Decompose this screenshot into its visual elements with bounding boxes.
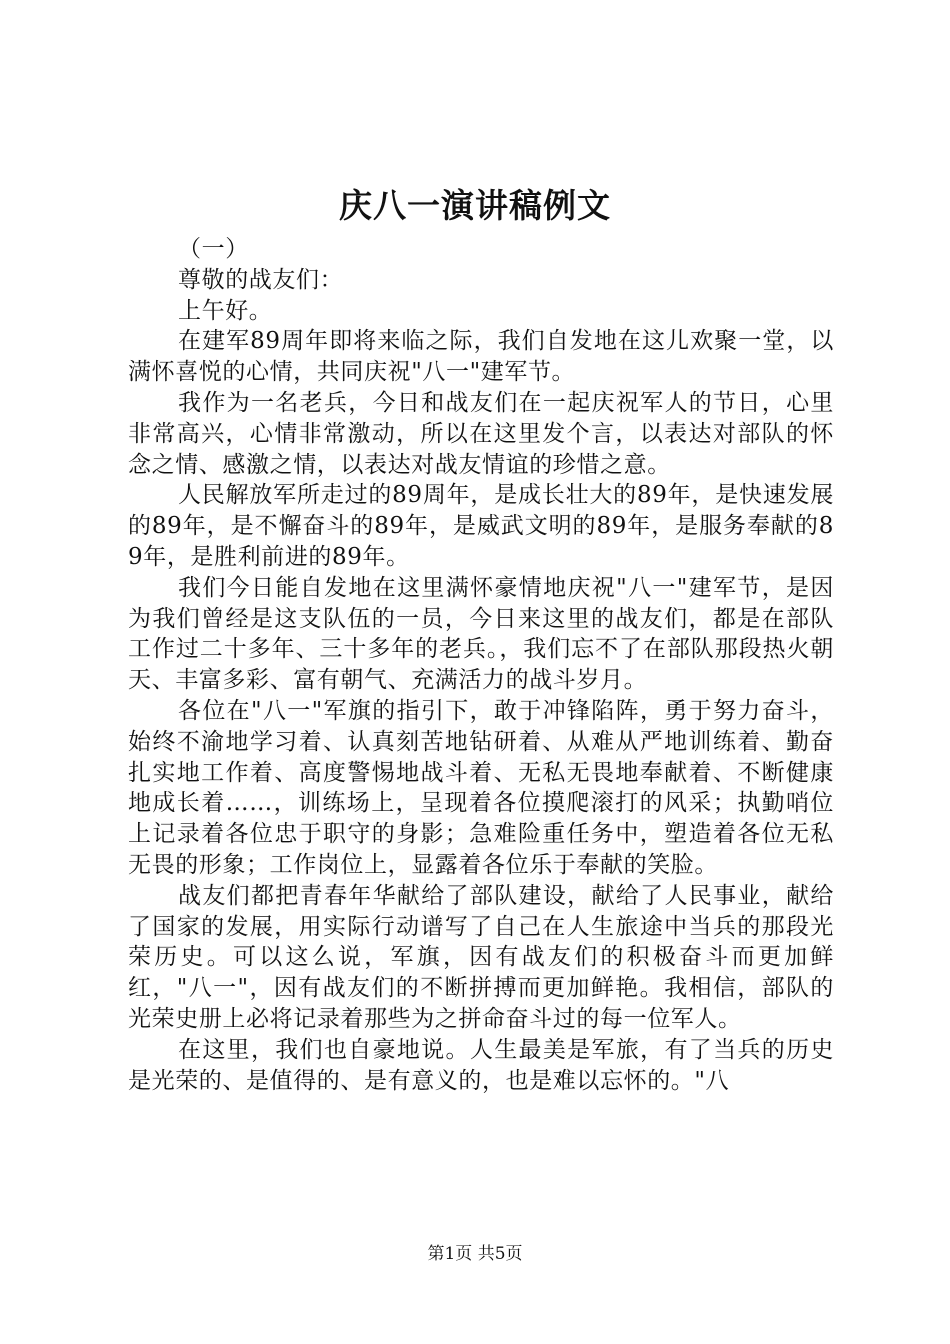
paragraph: 战友们都把青春年华献给了部队建设，献给了人民事业，献给了国家的发展，用实际行动谱写了自己在人生旅途中当兵的那段光荣历史。可以这么说，军旗，因有战友们的积极奋斗而更加鲜红，"八一"，因有战友们的不断拼搏而更加鲜艳。我相信，部队的光荣史册上必将记录着那些为之拼命奋斗过的每一位军人。 [128,882,834,1032]
paragraph: 上午好。 [178,297,273,324]
page-footer: 第1页 共5页 [427,1244,523,1264]
paragraph: 在建军89周年即将来临之际，我们自发地在这儿欢聚一堂，以满怀喜悦的心情，共同庆祝"八一"建军节。 [128,328,834,386]
paragraph: 各位在"八一"军旗的指引下，敢于冲锋陷阵，勇于努力奋斗，始终不渝地学习着、认真刻苦地钻研着、从难从严地训练着、勤奋扎实地工作着、高度警惕地战斗着、无私无畏地奉献着、不断健康地成长着……，训练场上，呈现着各位摸爬滚打的风采；执勤哨位上记录着各位忠于职守的身影；急难险重任务中，塑造着各位无私无畏的形象；工作岗位上，显露着各位乐于奉献的笑脸。 [128,697,834,878]
paragraph: 人民解放军所走过的89周年，是成长壮大的89年，是快速发展的89年，是不懈奋斗的89年，是威武文明的89年，是服务奉献的89年，是胜利前进的89年。 [128,482,834,570]
document-body [128,234,834,1096]
paragraph: 我作为一名老兵，今日和战友们在一起庆祝军人的节日，心里非常高兴，心情非常激动，所以在这里发个言，以表达对部队的怀念之情、感激之情，以表达对战友情谊的珍惜之意。 [128,389,834,478]
paragraph: （一） [178,236,249,262]
paragraph: 在这里，我们也自豪地说。人生最美是军旅，有了当兵的历史是光荣的、是值得的、是有意义的，也是难以忘怀的。"八 [128,1036,834,1094]
paragraph: 我们今日能自发地在这里满怀豪情地庆祝"八一"建军节，是因为我们曾经是这支队伍的一员，今日来这里的战友们，都是在部队工作过二十多年、三十多年的老兵。，我们忘不了在部队那段热火朝天、丰富多彩、富有朝气、充满活力的战斗岁月。 [128,574,834,694]
document-title: 庆八一演讲稿例文 [339,186,611,225]
paragraph: 尊敬的战友们： [178,266,344,293]
